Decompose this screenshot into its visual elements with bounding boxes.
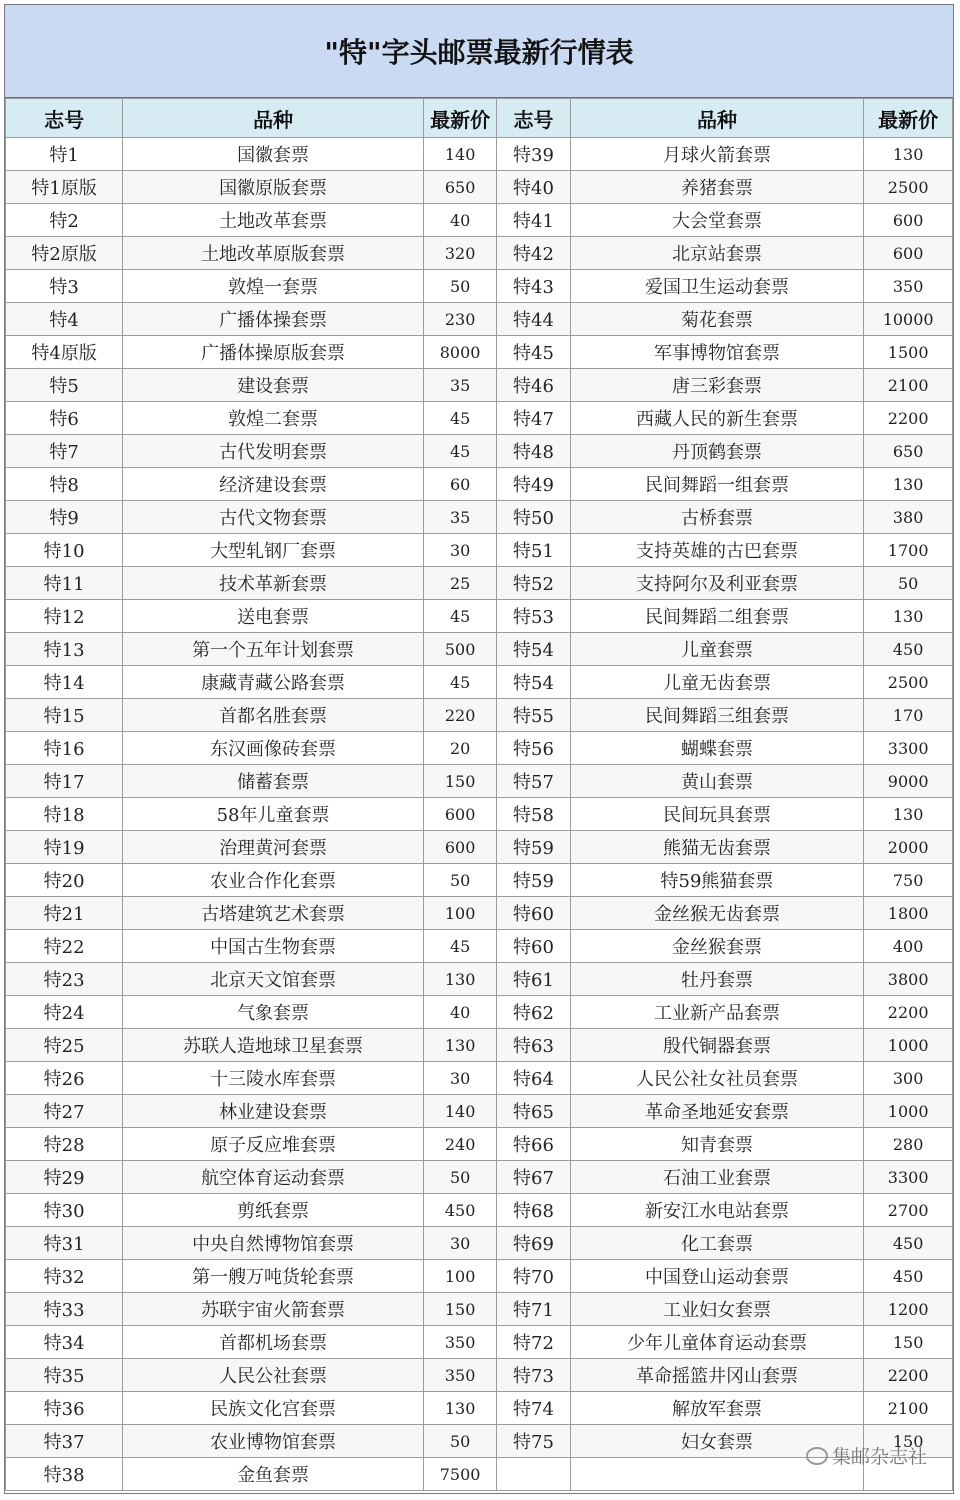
catalog-no-cell: 特42 bbox=[497, 237, 570, 270]
variety-cell: 敦煌一套票 bbox=[123, 270, 424, 303]
catalog-no-cell: 特40 bbox=[497, 171, 570, 204]
catalog-no-cell: 特57 bbox=[497, 765, 570, 798]
catalog-no-cell: 特6 bbox=[6, 402, 123, 435]
watermark-text: 集邮杂志社 bbox=[831, 1446, 927, 1468]
price-cell: 1200 bbox=[864, 1293, 953, 1326]
catalog-no-cell: 特3 bbox=[6, 270, 123, 303]
price-cell: 150 bbox=[864, 1425, 953, 1458]
table-row bbox=[6, 930, 953, 963]
price-cell: 2100 bbox=[864, 369, 953, 402]
catalog-no-cell: 特27 bbox=[6, 1095, 123, 1128]
variety-cell: 建设套票 bbox=[123, 369, 424, 402]
table-row bbox=[6, 1128, 953, 1161]
variety-cell: 首都名胜套票 bbox=[123, 699, 424, 732]
catalog-no-cell: 特54 bbox=[497, 666, 570, 699]
catalog-no-cell: 特34 bbox=[6, 1326, 123, 1359]
variety-cell: 技术革新套票 bbox=[123, 567, 424, 600]
watermark bbox=[806, 1442, 927, 1469]
catalog-no-cell: 特7 bbox=[6, 435, 123, 468]
catalog-no-cell: 特61 bbox=[497, 963, 570, 996]
price-cell: 10000 bbox=[864, 303, 953, 336]
catalog-no-cell: 特59 bbox=[497, 831, 570, 864]
header-variety: 品种 bbox=[570, 99, 864, 138]
catalog-no-cell: 特72 bbox=[497, 1326, 570, 1359]
variety-cell: 苏联宇宙火箭套票 bbox=[123, 1293, 424, 1326]
variety-cell: 军事博物馆套票 bbox=[570, 336, 864, 369]
table-row bbox=[6, 567, 953, 600]
variety-cell: 民间舞蹈二组套票 bbox=[570, 600, 864, 633]
table-row bbox=[6, 600, 953, 633]
variety-cell: 58年儿童套票 bbox=[123, 798, 424, 831]
price-cell: 130 bbox=[423, 963, 496, 996]
catalog-no-cell: 特71 bbox=[497, 1293, 570, 1326]
variety-cell: 特59熊猫套票 bbox=[570, 864, 864, 897]
variety-cell: 养猪套票 bbox=[570, 171, 864, 204]
catalog-no-cell: 特49 bbox=[497, 468, 570, 501]
price-cell: 30 bbox=[423, 1227, 496, 1260]
table-row bbox=[6, 1227, 953, 1260]
catalog-no-cell: 特4原版 bbox=[6, 336, 123, 369]
price-cell: 450 bbox=[864, 1260, 953, 1293]
price-cell: 500 bbox=[423, 633, 496, 666]
variety-cell: 人民公社套票 bbox=[123, 1359, 424, 1392]
variety-cell: 牡丹套票 bbox=[570, 963, 864, 996]
catalog-no-cell: 特56 bbox=[497, 732, 570, 765]
variety-cell: 金鱼套票 bbox=[123, 1458, 424, 1491]
table-row bbox=[6, 336, 953, 369]
table-row bbox=[6, 633, 953, 666]
table-row bbox=[6, 963, 953, 996]
catalog-no-cell: 特58 bbox=[497, 798, 570, 831]
page-title: "特"字头邮票最新行情表 bbox=[324, 36, 634, 69]
price-cell: 400 bbox=[864, 930, 953, 963]
price-cell: 2200 bbox=[864, 1359, 953, 1392]
price-cell: 3300 bbox=[864, 732, 953, 765]
catalog-no-cell bbox=[497, 1458, 570, 1491]
price-cell: 2700 bbox=[864, 1194, 953, 1227]
price-cell: 280 bbox=[864, 1128, 953, 1161]
variety-cell: 苏联人造地球卫星套票 bbox=[123, 1029, 424, 1062]
catalog-no-cell: 特46 bbox=[497, 369, 570, 402]
catalog-no-cell: 特69 bbox=[497, 1227, 570, 1260]
price-cell: 100 bbox=[423, 897, 496, 930]
variety-cell: 民间舞蹈三组套票 bbox=[570, 699, 864, 732]
wechat-icon bbox=[806, 1447, 828, 1465]
table-row bbox=[6, 501, 953, 534]
price-cell: 25 bbox=[423, 567, 496, 600]
variety-cell: 支持英雄的古巴套票 bbox=[570, 534, 864, 567]
header-variety: 品种 bbox=[123, 99, 424, 138]
price-cell: 35 bbox=[423, 369, 496, 402]
price-sheet bbox=[4, 4, 954, 1494]
variety-cell: 康藏青藏公路套票 bbox=[123, 666, 424, 699]
price-cell: 2100 bbox=[864, 1392, 953, 1425]
variety-cell: 妇女套票 bbox=[570, 1425, 864, 1458]
catalog-no-cell: 特52 bbox=[497, 567, 570, 600]
table-row bbox=[6, 798, 953, 831]
catalog-no-cell: 特17 bbox=[6, 765, 123, 798]
catalog-no-cell: 特35 bbox=[6, 1359, 123, 1392]
table-row bbox=[6, 303, 953, 336]
catalog-no-cell: 特36 bbox=[6, 1392, 123, 1425]
price-cell: 50 bbox=[423, 864, 496, 897]
price-cell: 650 bbox=[864, 435, 953, 468]
price-cell: 600 bbox=[423, 831, 496, 864]
price-cell: 130 bbox=[423, 1392, 496, 1425]
variety-cell: 经济建设套票 bbox=[123, 468, 424, 501]
price-cell: 350 bbox=[864, 270, 953, 303]
catalog-no-cell: 特43 bbox=[497, 270, 570, 303]
price-cell: 130 bbox=[864, 138, 953, 171]
variety-cell: 国徽套票 bbox=[123, 138, 424, 171]
table-row bbox=[6, 237, 953, 270]
table-row bbox=[6, 1029, 953, 1062]
catalog-no-cell: 特1 bbox=[6, 138, 123, 171]
catalog-no-cell: 特18 bbox=[6, 798, 123, 831]
variety-cell: 黄山套票 bbox=[570, 765, 864, 798]
variety-cell: 治理黄河套票 bbox=[123, 831, 424, 864]
table-row bbox=[6, 1293, 953, 1326]
variety-cell: 东汉画像砖套票 bbox=[123, 732, 424, 765]
variety-cell: 民族文化宫套票 bbox=[123, 1392, 424, 1425]
price-cell: 130 bbox=[864, 798, 953, 831]
price-cell: 2200 bbox=[864, 996, 953, 1029]
price-cell: 50 bbox=[423, 1425, 496, 1458]
variety-cell: 儿童无齿套票 bbox=[570, 666, 864, 699]
catalog-no-cell: 特70 bbox=[497, 1260, 570, 1293]
catalog-no-cell: 特62 bbox=[497, 996, 570, 1029]
catalog-no-cell: 特51 bbox=[497, 534, 570, 567]
catalog-no-cell: 特73 bbox=[497, 1359, 570, 1392]
variety-cell: 第一艘万吨货轮套票 bbox=[123, 1260, 424, 1293]
variety-cell: 解放军套票 bbox=[570, 1392, 864, 1425]
catalog-no-cell: 特11 bbox=[6, 567, 123, 600]
price-cell: 170 bbox=[864, 699, 953, 732]
header-catalog-no: 志号 bbox=[497, 99, 570, 138]
table-row bbox=[6, 732, 953, 765]
price-cell: 3300 bbox=[864, 1161, 953, 1194]
variety-cell: 殷代铜器套票 bbox=[570, 1029, 864, 1062]
catalog-no-cell: 特14 bbox=[6, 666, 123, 699]
catalog-no-cell: 特2原版 bbox=[6, 237, 123, 270]
catalog-no-cell: 特1原版 bbox=[6, 171, 123, 204]
catalog-no-cell: 特45 bbox=[497, 336, 570, 369]
price-cell: 150 bbox=[864, 1326, 953, 1359]
price-cell: 600 bbox=[864, 204, 953, 237]
variety-cell: 国徽原版套票 bbox=[123, 171, 424, 204]
price-cell: 1000 bbox=[864, 1095, 953, 1128]
table-row bbox=[6, 666, 953, 699]
catalog-no-cell: 特9 bbox=[6, 501, 123, 534]
catalog-no-cell: 特65 bbox=[497, 1095, 570, 1128]
price-cell: 1700 bbox=[864, 534, 953, 567]
variety-cell: 人民公社女社员套票 bbox=[570, 1062, 864, 1095]
catalog-no-cell: 特33 bbox=[6, 1293, 123, 1326]
price-table bbox=[5, 98, 953, 1491]
catalog-no-cell: 特55 bbox=[497, 699, 570, 732]
catalog-no-cell: 特24 bbox=[6, 996, 123, 1029]
variety-cell: 民间舞蹈一组套票 bbox=[570, 468, 864, 501]
catalog-no-cell: 特53 bbox=[497, 600, 570, 633]
price-cell: 650 bbox=[423, 171, 496, 204]
variety-cell: 工业新产品套票 bbox=[570, 996, 864, 1029]
catalog-no-cell: 特48 bbox=[497, 435, 570, 468]
price-cell: 130 bbox=[864, 600, 953, 633]
table-row bbox=[6, 699, 953, 732]
table-row bbox=[6, 171, 953, 204]
catalog-no-cell: 特75 bbox=[497, 1425, 570, 1458]
variety-cell: 第一个五年计划套票 bbox=[123, 633, 424, 666]
variety-cell: 土地改革套票 bbox=[123, 204, 424, 237]
table-row bbox=[6, 270, 953, 303]
variety-cell: 熊猫无齿套票 bbox=[570, 831, 864, 864]
variety-cell: 敦煌二套票 bbox=[123, 402, 424, 435]
catalog-no-cell: 特37 bbox=[6, 1425, 123, 1458]
catalog-no-cell: 特20 bbox=[6, 864, 123, 897]
catalog-no-cell: 特2 bbox=[6, 204, 123, 237]
variety-cell: 北京站套票 bbox=[570, 237, 864, 270]
variety-cell: 中国古生物套票 bbox=[123, 930, 424, 963]
price-cell: 130 bbox=[864, 468, 953, 501]
variety-cell: 唐三彩套票 bbox=[570, 369, 864, 402]
catalog-no-cell: 特19 bbox=[6, 831, 123, 864]
price-cell: 1000 bbox=[864, 1029, 953, 1062]
catalog-no-cell: 特54 bbox=[497, 633, 570, 666]
catalog-no-cell: 特29 bbox=[6, 1161, 123, 1194]
catalog-no-cell: 特26 bbox=[6, 1062, 123, 1095]
catalog-no-cell: 特31 bbox=[6, 1227, 123, 1260]
table-row bbox=[6, 138, 953, 171]
variety-cell: 丹顶鹤套票 bbox=[570, 435, 864, 468]
price-cell: 130 bbox=[423, 1029, 496, 1062]
variety-cell: 土地改革原版套票 bbox=[123, 237, 424, 270]
catalog-no-cell: 特41 bbox=[497, 204, 570, 237]
price-cell: 600 bbox=[864, 237, 953, 270]
catalog-no-cell: 特13 bbox=[6, 633, 123, 666]
table-row bbox=[6, 468, 953, 501]
catalog-no-cell: 特38 bbox=[6, 1458, 123, 1491]
table-row bbox=[6, 1062, 953, 1095]
price-cell: 140 bbox=[423, 138, 496, 171]
variety-cell: 原子反应堆套票 bbox=[123, 1128, 424, 1161]
table-row bbox=[6, 1326, 953, 1359]
price-cell: 45 bbox=[423, 930, 496, 963]
variety-cell: 北京天文馆套票 bbox=[123, 963, 424, 996]
price-cell: 35 bbox=[423, 501, 496, 534]
variety-cell: 气象套票 bbox=[123, 996, 424, 1029]
table-row bbox=[6, 996, 953, 1029]
variety-cell: 古桥套票 bbox=[570, 501, 864, 534]
variety-cell: 古代文物套票 bbox=[123, 501, 424, 534]
price-cell: 2500 bbox=[864, 171, 953, 204]
header-latest-price: 最新价 bbox=[423, 99, 496, 138]
catalog-no-cell: 特60 bbox=[497, 897, 570, 930]
table-row bbox=[6, 204, 953, 237]
price-cell: 7500 bbox=[423, 1458, 496, 1491]
catalog-no-cell: 特21 bbox=[6, 897, 123, 930]
variety-cell: 林业建设套票 bbox=[123, 1095, 424, 1128]
price-cell: 2000 bbox=[864, 831, 953, 864]
table-row bbox=[6, 1095, 953, 1128]
price-cell: 9000 bbox=[864, 765, 953, 798]
price-cell: 8000 bbox=[423, 336, 496, 369]
table-row bbox=[6, 897, 953, 930]
variety-cell: 金丝猴套票 bbox=[570, 930, 864, 963]
catalog-no-cell: 特67 bbox=[497, 1161, 570, 1194]
price-cell: 140 bbox=[423, 1095, 496, 1128]
variety-cell: 蝴蝶套票 bbox=[570, 732, 864, 765]
catalog-no-cell: 特44 bbox=[497, 303, 570, 336]
catalog-no-cell: 特60 bbox=[497, 930, 570, 963]
variety-cell: 化工套票 bbox=[570, 1227, 864, 1260]
price-cell: 300 bbox=[864, 1062, 953, 1095]
variety-cell: 革命圣地延安套票 bbox=[570, 1095, 864, 1128]
catalog-no-cell: 特5 bbox=[6, 369, 123, 402]
variety-cell: 菊花套票 bbox=[570, 303, 864, 336]
catalog-no-cell: 特10 bbox=[6, 534, 123, 567]
header-latest-price: 最新价 bbox=[864, 99, 953, 138]
variety-cell: 新安江水电站套票 bbox=[570, 1194, 864, 1227]
price-cell: 150 bbox=[423, 1293, 496, 1326]
variety-cell: 西藏人民的新生套票 bbox=[570, 402, 864, 435]
table-row bbox=[6, 1161, 953, 1194]
header-row bbox=[6, 99, 953, 138]
catalog-no-cell: 特4 bbox=[6, 303, 123, 336]
price-cell: 20 bbox=[423, 732, 496, 765]
variety-cell: 古塔建筑艺术套票 bbox=[123, 897, 424, 930]
catalog-no-cell: 特23 bbox=[6, 963, 123, 996]
variety-cell: 月球火箭套票 bbox=[570, 138, 864, 171]
variety-cell: 大型轧钢厂套票 bbox=[123, 534, 424, 567]
catalog-no-cell: 特47 bbox=[497, 402, 570, 435]
variety-cell: 金丝猴无齿套票 bbox=[570, 897, 864, 930]
catalog-no-cell: 特59 bbox=[497, 864, 570, 897]
price-cell: 2200 bbox=[864, 402, 953, 435]
price-cell: 600 bbox=[423, 798, 496, 831]
variety-cell: 工业妇女套票 bbox=[570, 1293, 864, 1326]
table-row bbox=[6, 534, 953, 567]
catalog-no-cell: 特66 bbox=[497, 1128, 570, 1161]
price-cell: 230 bbox=[423, 303, 496, 336]
catalog-no-cell: 特15 bbox=[6, 699, 123, 732]
table-row bbox=[6, 831, 953, 864]
price-cell: 1500 bbox=[864, 336, 953, 369]
catalog-no-cell: 特39 bbox=[497, 138, 570, 171]
catalog-no-cell: 特74 bbox=[497, 1392, 570, 1425]
variety-cell: 知青套票 bbox=[570, 1128, 864, 1161]
catalog-no-cell: 特25 bbox=[6, 1029, 123, 1062]
price-cell: 220 bbox=[423, 699, 496, 732]
variety-cell: 广播体操原版套票 bbox=[123, 336, 424, 369]
price-cell: 320 bbox=[423, 237, 496, 270]
price-cell: 30 bbox=[423, 1062, 496, 1095]
price-cell: 40 bbox=[423, 996, 496, 1029]
catalog-no-cell: 特50 bbox=[497, 501, 570, 534]
catalog-no-cell: 特12 bbox=[6, 600, 123, 633]
price-cell: 50 bbox=[423, 270, 496, 303]
price-cell: 150 bbox=[423, 765, 496, 798]
variety-cell: 航空体育运动套票 bbox=[123, 1161, 424, 1194]
variety-cell: 剪纸套票 bbox=[123, 1194, 424, 1227]
variety-cell: 石油工业套票 bbox=[570, 1161, 864, 1194]
variety-cell: 储蓄套票 bbox=[123, 765, 424, 798]
table-row bbox=[6, 435, 953, 468]
table-row bbox=[6, 1359, 953, 1392]
variety-cell: 农业博物馆套票 bbox=[123, 1425, 424, 1458]
variety-cell: 首都机场套票 bbox=[123, 1326, 424, 1359]
variety-cell: 大会堂套票 bbox=[570, 204, 864, 237]
table-row bbox=[6, 402, 953, 435]
price-cell: 1800 bbox=[864, 897, 953, 930]
variety-cell: 送电套票 bbox=[123, 600, 424, 633]
price-cell: 450 bbox=[423, 1194, 496, 1227]
price-cell: 45 bbox=[423, 600, 496, 633]
catalog-no-cell: 特68 bbox=[497, 1194, 570, 1227]
price-cell: 750 bbox=[864, 864, 953, 897]
table-row bbox=[6, 1392, 953, 1425]
price-cell: 240 bbox=[423, 1128, 496, 1161]
catalog-no-cell: 特22 bbox=[6, 930, 123, 963]
variety-cell: 儿童套票 bbox=[570, 633, 864, 666]
table-row bbox=[6, 1194, 953, 1227]
price-cell: 450 bbox=[864, 1227, 953, 1260]
catalog-no-cell: 特30 bbox=[6, 1194, 123, 1227]
price-cell: 50 bbox=[423, 1161, 496, 1194]
price-cell: 100 bbox=[423, 1260, 496, 1293]
table-row bbox=[6, 369, 953, 402]
catalog-no-cell: 特16 bbox=[6, 732, 123, 765]
catalog-no-cell: 特64 bbox=[497, 1062, 570, 1095]
price-cell: 40 bbox=[423, 204, 496, 237]
variety-cell: 农业合作化套票 bbox=[123, 864, 424, 897]
price-cell: 450 bbox=[864, 633, 953, 666]
catalog-no-cell: 特8 bbox=[6, 468, 123, 501]
price-cell: 45 bbox=[423, 435, 496, 468]
title-bar bbox=[5, 5, 953, 98]
variety-cell: 民间玩具套票 bbox=[570, 798, 864, 831]
price-cell: 50 bbox=[864, 567, 953, 600]
variety-cell: 支持阿尔及利亚套票 bbox=[570, 567, 864, 600]
catalog-no-cell: 特28 bbox=[6, 1128, 123, 1161]
table-row bbox=[6, 1260, 953, 1293]
variety-cell: 十三陵水库套票 bbox=[123, 1062, 424, 1095]
variety-cell: 革命摇篮井冈山套票 bbox=[570, 1359, 864, 1392]
variety-cell: 广播体操套票 bbox=[123, 303, 424, 336]
variety-cell: 少年儿童体育运动套票 bbox=[570, 1326, 864, 1359]
price-cell: 2500 bbox=[864, 666, 953, 699]
variety-cell: 爱国卫生运动套票 bbox=[570, 270, 864, 303]
table-row bbox=[6, 765, 953, 798]
price-cell: 45 bbox=[423, 402, 496, 435]
catalog-no-cell: 特32 bbox=[6, 1260, 123, 1293]
price-cell: 30 bbox=[423, 534, 496, 567]
header-catalog-no: 志号 bbox=[6, 99, 123, 138]
catalog-no-cell: 特63 bbox=[497, 1029, 570, 1062]
price-cell: 3800 bbox=[864, 963, 953, 996]
price-cell: 45 bbox=[423, 666, 496, 699]
variety-cell: 中央自然博物馆套票 bbox=[123, 1227, 424, 1260]
price-cell: 380 bbox=[864, 501, 953, 534]
price-cell: 60 bbox=[423, 468, 496, 501]
table-row bbox=[6, 864, 953, 897]
price-cell: 350 bbox=[423, 1326, 496, 1359]
variety-cell: 古代发明套票 bbox=[123, 435, 424, 468]
variety-cell: 中国登山运动套票 bbox=[570, 1260, 864, 1293]
price-cell: 350 bbox=[423, 1359, 496, 1392]
